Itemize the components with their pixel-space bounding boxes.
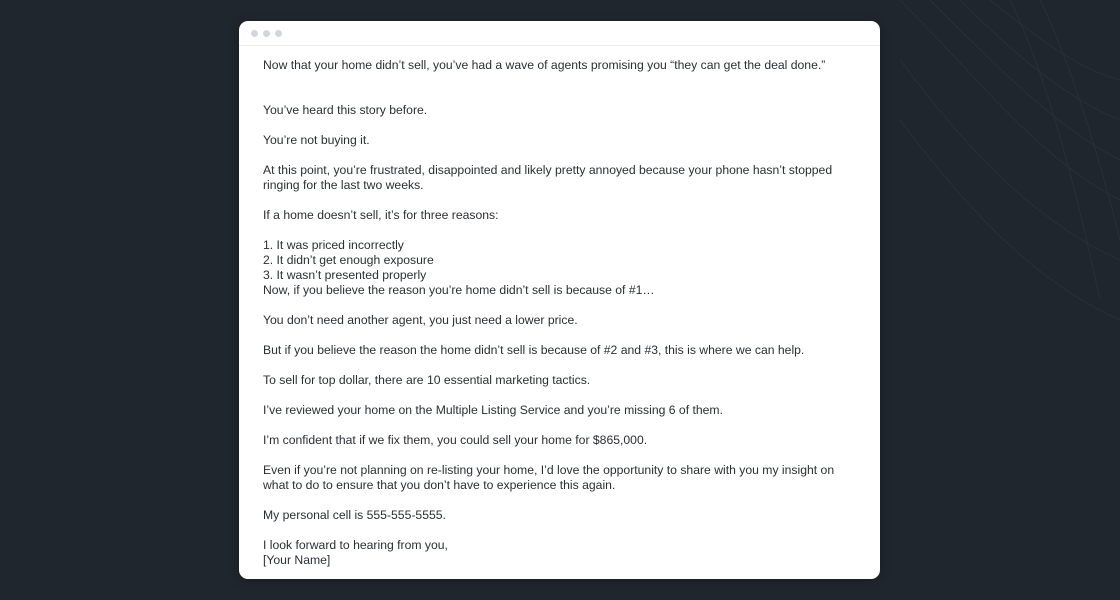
window-titlebar	[239, 21, 880, 46]
letter-signature: [Your Name]	[263, 553, 331, 567]
reasons-block	[263, 238, 863, 298]
list-item: 3. It wasn’t presented properly	[263, 268, 427, 282]
signoff-block	[263, 538, 863, 568]
letter-paragraph: You don’t need another agent, you just need a lower price.	[263, 313, 578, 327]
letter-paragraph: If a home doesn’t sell, it’s for three reasons:	[263, 208, 499, 222]
letter-paragraph: I’ve reviewed your home on the Multiple Listing Service and you’re missing 6 of them.	[263, 403, 723, 417]
letter-intro: Now that your home didn’t sell, you’ve had a wave of agents promising you “they can get the deal done.”	[263, 58, 826, 72]
letter-body	[263, 58, 863, 579]
letter-paragraph: Now, if you believe the reason you’re home didn’t sell is because of #1…	[263, 283, 655, 297]
letter-paragraph: But if you believe the reason the home didn’t sell is because of #2 and #3, this is where we can help.	[263, 343, 805, 357]
list-item: 2. It didn’t get enough exposure	[263, 253, 434, 267]
letter-paragraph: I’m confident that if we fix them, you could sell your home for $865,000.	[263, 433, 648, 447]
window-control-dot-icon[interactable]	[251, 30, 258, 37]
letter-paragraph: Even if you’re not planning on re-listing your home, I’d love the opportunity to share with you my insight on what to do to ensure that you don’t have to experience this again.	[263, 463, 835, 492]
reasons-list	[263, 238, 863, 283]
letter-paragraph: To sell for top dollar, there are 10 essential marketing tactics.	[263, 373, 591, 387]
window-control-dot-icon[interactable]	[263, 30, 270, 37]
letter-closing: I look forward to hearing from you,	[263, 538, 448, 552]
email-window	[239, 21, 880, 579]
letter-paragraph: At this point, you’re frustrated, disappointed and likely pretty annoyed because your phone hasn’t stopped ringing for the last two weeks.	[263, 163, 833, 192]
letter-paragraph: You’re not buying it.	[263, 133, 370, 147]
letter-paragraph: My personal cell is 555-555-5555.	[263, 508, 446, 522]
letter-paragraph: You’ve heard this story before.	[263, 103, 428, 117]
list-item: 1. It was priced incorrectly	[263, 238, 404, 252]
window-control-dot-icon[interactable]	[275, 30, 282, 37]
